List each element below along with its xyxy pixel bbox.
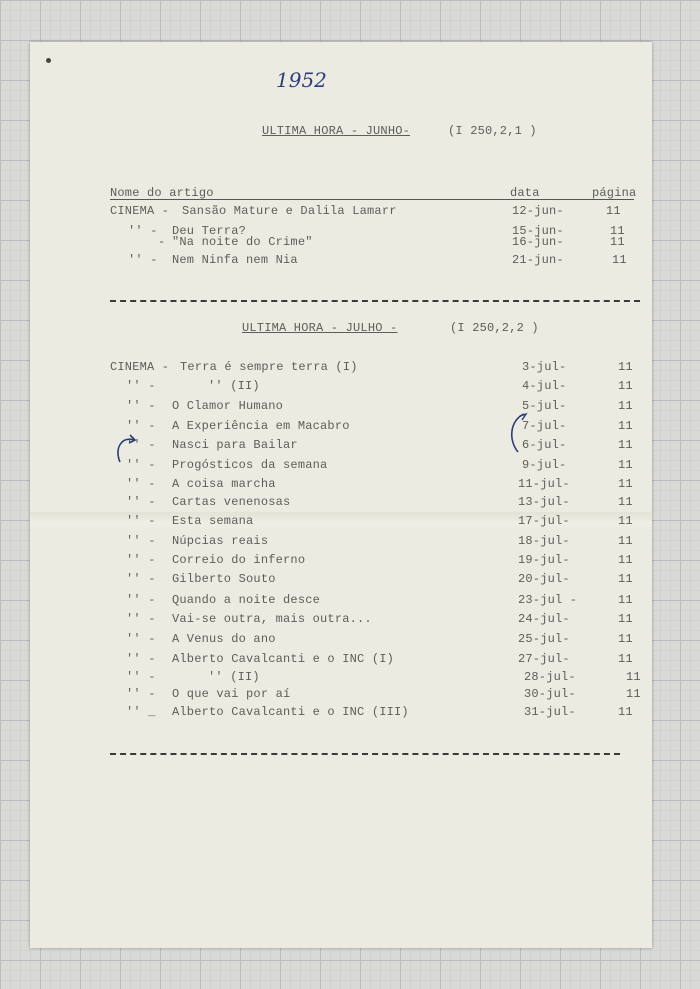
- row-prefix: '' -: [126, 379, 156, 393]
- row-prefix: '' -: [126, 514, 156, 528]
- row-title: Progósticos da semana: [172, 458, 328, 472]
- row-date: 15-jun-: [512, 224, 564, 238]
- row-page: 11: [618, 477, 633, 491]
- row-date: 25-jul-: [518, 632, 570, 646]
- row-prefix: '' -: [128, 224, 158, 238]
- row-prefix: -: [158, 235, 166, 249]
- pen-bracket-icon: [502, 410, 542, 460]
- row-title: O que vai por aí: [172, 687, 291, 701]
- row-date: 11-jul-: [518, 477, 570, 491]
- header-page: página: [592, 186, 637, 200]
- row-prefix: '' -: [126, 593, 156, 607]
- row-page: 11: [626, 687, 641, 701]
- dashed-divider: [110, 300, 640, 302]
- row-date: 5-jul-: [522, 399, 567, 413]
- row-prefix: '' -: [126, 534, 156, 548]
- row-page: 11: [618, 553, 633, 567]
- row-page: 11: [618, 705, 633, 719]
- row-page: 11: [618, 632, 633, 646]
- row-title: Vai-se outra, mais outra...: [172, 612, 372, 626]
- row-date: 30-jul-: [524, 687, 576, 701]
- row-title: Esta semana: [172, 514, 254, 528]
- row-page: 11: [618, 360, 633, 374]
- row-date: 9-jul-: [522, 458, 567, 472]
- handwritten-year: 1952: [276, 68, 327, 92]
- row-prefix: '' -: [126, 399, 156, 413]
- row-page: 11: [618, 593, 633, 607]
- row-title: Nasci para Bailar: [172, 438, 298, 452]
- row-title: Terra é sempre terra (I): [180, 360, 358, 374]
- row-page: 11: [610, 235, 625, 249]
- row-title: Sansão Mature e Dalila Lamarr: [182, 204, 397, 218]
- row-date: 17-jul-: [518, 514, 570, 528]
- document-sheet: [30, 42, 652, 948]
- row-title: Correio do inferno: [172, 553, 306, 567]
- row-title: Alberto Cavalcanti e o INC (I): [172, 652, 395, 666]
- row-date: 31-jul-: [524, 705, 576, 719]
- row-date: 18-jul-: [518, 534, 570, 548]
- row-page: 11: [618, 379, 633, 393]
- row-date: 7-jul-: [522, 419, 567, 433]
- row-prefix: '' -: [126, 572, 156, 586]
- row-date: 16-jun-: [512, 235, 564, 249]
- row-title: Alberto Cavalcanti e o INC (III): [172, 705, 409, 719]
- row-date: 6-jul-: [522, 438, 567, 452]
- row-title: "Na noite do Crime": [172, 235, 313, 249]
- row-title: A coisa marcha: [172, 477, 276, 491]
- row-date: 3-jul-: [522, 360, 567, 374]
- row-title: Quando a noite desce: [172, 593, 321, 607]
- row-title: A Venus do ano: [172, 632, 276, 646]
- section2-ref: (I 250,2,2 ): [450, 321, 539, 335]
- row-date: 28-jul-: [524, 670, 576, 684]
- row-date: 27-jul-: [518, 652, 570, 666]
- row-title: Deu Terra?: [172, 224, 247, 238]
- dashed-divider-bottom: [110, 753, 620, 755]
- row-page: 11: [610, 224, 625, 238]
- row-page: 11: [618, 399, 633, 413]
- row-page: 11: [606, 204, 621, 218]
- row-page: 11: [618, 572, 633, 586]
- section1-title: ULTIMA HORA - JUNHO-: [262, 124, 411, 138]
- row-page: 11: [618, 495, 633, 509]
- row-prefix: CINEMA -: [110, 204, 170, 218]
- row-prefix: CINEMA -: [110, 360, 170, 374]
- row-date: 13-jul-: [518, 495, 570, 509]
- row-prefix: '' -: [126, 687, 156, 701]
- row-title: Nem Ninfa nem Nia: [172, 253, 298, 267]
- row-prefix: '' -: [126, 553, 156, 567]
- row-prefix: '' -: [126, 670, 156, 684]
- row-title: Núpcias reais: [172, 534, 269, 548]
- row-prefix: '' -: [126, 632, 156, 646]
- row-prefix: '' -: [126, 495, 156, 509]
- header-underline: [110, 199, 634, 200]
- row-page: 11: [618, 419, 633, 433]
- row-page: 11: [618, 514, 633, 528]
- row-title: '' (II): [208, 670, 260, 684]
- row-page: 11: [618, 612, 633, 626]
- row-prefix: '' -: [126, 438, 156, 452]
- row-prefix: '' -: [128, 253, 158, 267]
- row-prefix: '' _: [126, 705, 156, 719]
- header-name: Nome do artigo: [110, 186, 214, 200]
- row-prefix: '' -: [126, 477, 156, 491]
- row-prefix: '' -: [126, 652, 156, 666]
- row-page: 11: [626, 670, 641, 684]
- row-title: A Experiência em Macabro: [172, 419, 350, 433]
- row-page: 11: [618, 458, 633, 472]
- row-date: 24-jul-: [518, 612, 570, 626]
- row-date: 4-jul-: [522, 379, 567, 393]
- header-date: data: [510, 186, 540, 200]
- row-title: Gilberto Souto: [172, 572, 276, 586]
- section2-title: ULTIMA HORA - JULHO -: [242, 321, 398, 335]
- row-title: O Clamor Humano: [172, 399, 284, 413]
- row-page: 11: [618, 652, 633, 666]
- punch-hole-mark: [46, 58, 51, 63]
- section1-ref: (I 250,2,1 ): [448, 124, 537, 138]
- row-prefix: '' -: [126, 458, 156, 472]
- row-title: Cartas venenosas: [172, 495, 291, 509]
- row-date: 12-jun-: [512, 204, 564, 218]
- row-prefix: '' -: [126, 612, 156, 626]
- row-page: 11: [618, 438, 633, 452]
- row-date: 21-jun-: [512, 253, 564, 267]
- row-date: 20-jul-: [518, 572, 570, 586]
- row-date: 19-jul-: [518, 553, 570, 567]
- pen-arrow-icon: [110, 412, 150, 472]
- row-title: '' (II): [208, 379, 260, 393]
- row-page: 11: [618, 534, 633, 548]
- row-date: 23-jul -: [518, 593, 578, 607]
- row-page: 11: [612, 253, 627, 267]
- row-prefix: '' -: [126, 419, 156, 433]
